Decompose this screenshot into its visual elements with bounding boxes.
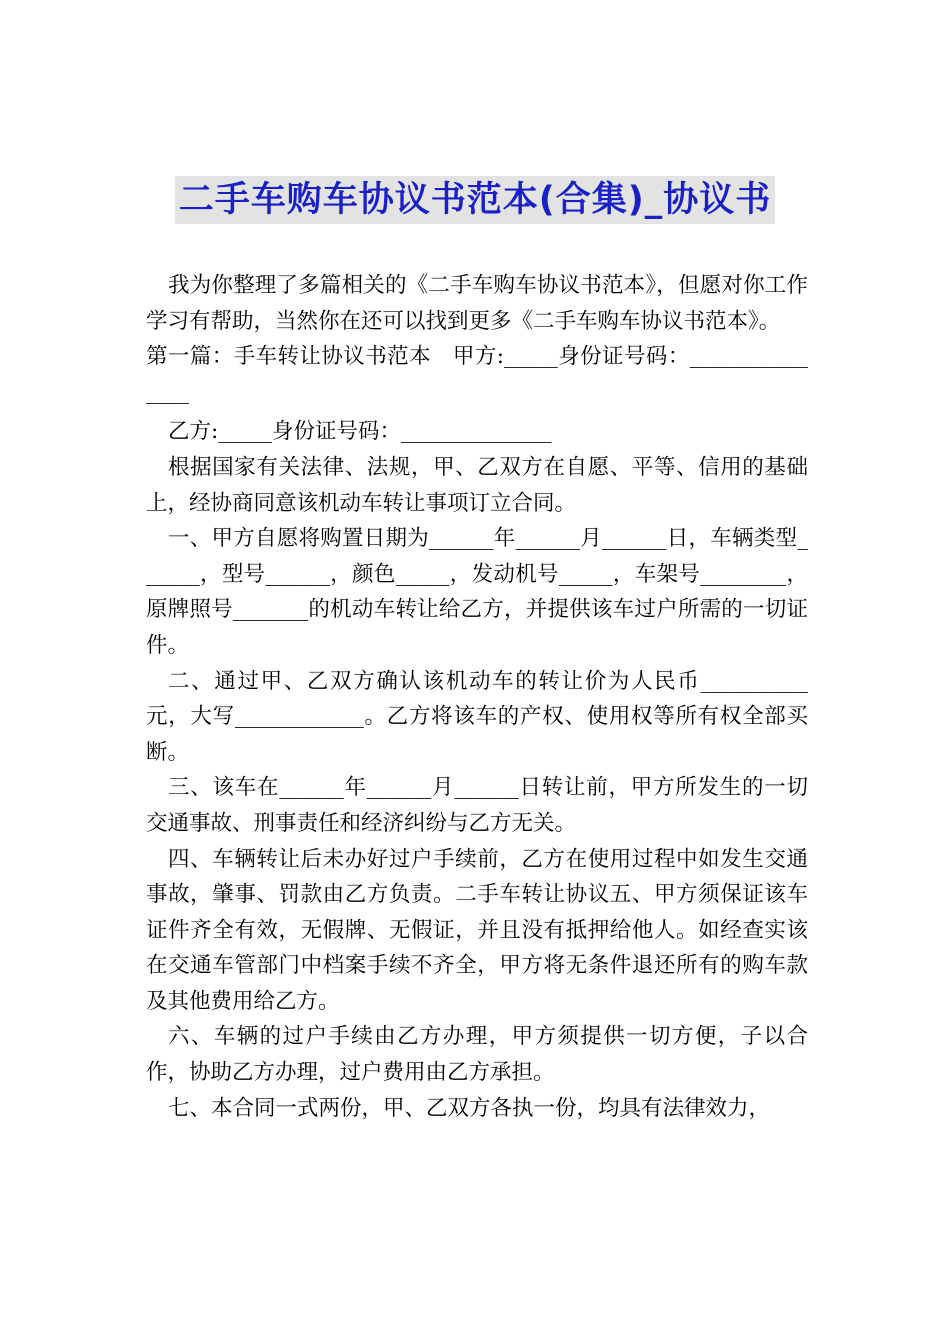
intro-paragraph: 我为你整理了多篇相关的《二手车购车协议书范本》，但愿对你工作学习有帮助，当然你在还可以找到更多《二手车购车协议书范本》。 [146,273,808,334]
document-body [146,268,808,1126]
section-heading-paragraph: 第一篇：手车转让协议书范本 甲方:_____身份证号码：_______________ [146,344,808,405]
party-b-paragraph: 乙方:_____身份证号码：______________ [168,419,552,445]
basis-paragraph: 根据国家有关法律、法规，甲、乙双方在自愿、平等、信用的基础上，经协商同意该机动车转让事项订立合同。 [146,454,808,516]
clause-3-paragraph: 三、该车在______年______月______日转让前，甲方所发生的一切交通事故、刑事责任和经济纠纷与乙方无关。 [146,775,808,836]
clause-6-paragraph: 六、车辆的过户手续由乙方办理，甲方须提供一切方便，子以合作，协助乙方办理，过户费用由乙方承担。 [146,1024,808,1086]
clause-1-paragraph: 一、甲方自愿将购置日期为______年______月______日，车辆类型______，型号______，颜色_____，发动机号_____，车架号________，原牌照号_______的机动车转让给乙方，并提供该车过户所需的一切证件。 [146,526,808,658]
clause-2-paragraph: 二、通过甲、乙双方确认该机动车的转让价为人民币__________元，大写____________。乙方将该车的产权、使用权等所有权全部买断。 [146,668,808,765]
clause-4-paragraph: 四、车辆转让后未办好过户手续前，乙方在使用过程中如发生交通事故，肇事、罚款由乙方负责。二手车转让协议五、甲方须保证该车证件齐全有效，无假牌、无假证，并且没有抵押给他人。如经查实该在交通车管部门中档案手续不齐全，甲方将无条件退还所有的购车款及其他费用给乙方。 [146,846,808,1014]
title-container [0,176,950,224]
document-title: 二手车购车协议书范本(合集)_协议书 [175,176,776,224]
clause-7-paragraph: 七、本合同一式两份，甲、乙双方各执一份，均具有法律效力， [168,1095,771,1121]
